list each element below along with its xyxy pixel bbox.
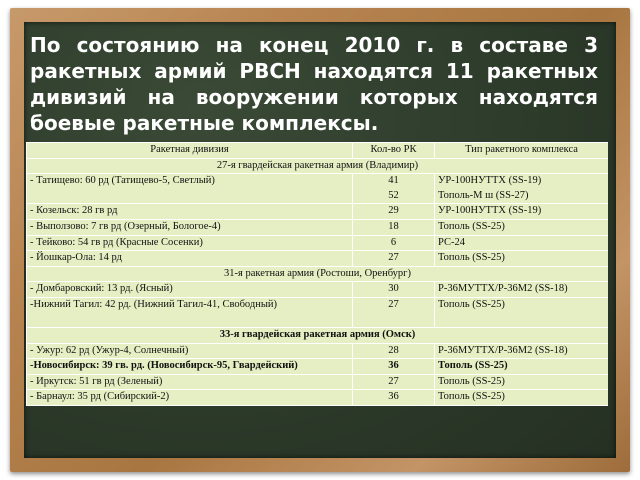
division-row: [27, 297, 609, 327]
complex-type: [435, 374, 609, 390]
rk-count-value: 27: [388, 252, 399, 264]
rk-count-value: 36: [388, 360, 399, 372]
army-row: [27, 266, 609, 282]
complex-type-value: Тополь (SS-25): [438, 391, 505, 403]
rk-count: [353, 390, 435, 406]
divisions-table-container: [26, 142, 608, 451]
complex-type: [435, 297, 609, 327]
complex-type-value: Тополь (SS-25): [438, 360, 508, 372]
complex-type-value: Тополь-М ш (SS-27): [438, 189, 529, 201]
complex-type: [435, 235, 609, 251]
rk-count: [353, 297, 435, 327]
rk-count: [353, 282, 435, 298]
rk-count: [353, 174, 435, 204]
complex-type-value: УР-100НУТТХ (SS-19): [438, 205, 542, 217]
division-row: [27, 219, 609, 235]
table-body: [27, 158, 609, 405]
rk-count-value: 36: [388, 391, 399, 403]
army-row: [27, 327, 609, 343]
division-name: - Ужур: 62 рд (Ужур-4, Солнечный): [27, 343, 353, 359]
rk-count-value: 18: [388, 220, 399, 232]
rk-count: [353, 219, 435, 235]
rk-count-value: 30: [388, 283, 399, 295]
table-header-row: [27, 143, 609, 159]
rk-count-value: 6: [390, 236, 397, 248]
division-row: [27, 235, 609, 251]
divisions-table: [26, 142, 608, 406]
complex-type-value: Тополь (SS-25): [438, 220, 505, 232]
division-name: - Татищево: 60 рд (Татищево-5, Светлый): [27, 174, 353, 204]
army-title: 27-я гвардейская ракетная армия (Владимир): [27, 158, 609, 174]
rk-count-value: 27: [388, 375, 399, 387]
complex-type-value: Тополь (SS-25): [438, 252, 505, 264]
army-title: 31-я ракетная армия (Ростоши, Оренбург): [27, 266, 609, 282]
division-row: [27, 343, 609, 359]
rk-count-value: 27: [388, 298, 399, 310]
division-name: - Козельск: 28 гв рд: [27, 204, 353, 220]
division-name: - Барнаул: 35 рд (Сибирский-2): [27, 390, 353, 406]
header-complex-type: Тип ракетного комплекса: [435, 143, 609, 159]
rk-count-value: 29: [388, 205, 399, 217]
division-name: -Нижний Тагил: 42 рд. (Нижний Тагил-41, Свободный): [27, 297, 353, 327]
division-name: - Йошкар-Ола: 14 рд: [27, 251, 353, 267]
complex-type: [435, 343, 609, 359]
division-row: [27, 282, 609, 298]
division-row: [27, 204, 609, 220]
division-row: [27, 251, 609, 267]
complex-type-value: Тополь (SS-25): [438, 298, 505, 310]
slide-heading: По состоянию на конец 2010 г. в составе 3 ракетных армий РВСН находятся 11 ракетных дивизий на вооружении которых находятся боевые ракетные комплексы.: [30, 33, 598, 135]
complex-type: [435, 204, 609, 220]
complex-type-value: Тополь (SS-25): [438, 375, 505, 387]
division-name: - Тейково: 54 гв рд (Красные Сосенки): [27, 235, 353, 251]
division-row: [27, 390, 609, 406]
division-row: [27, 174, 609, 204]
division-name: - Выползово: 7 гв рд (Озерный, Бологое-4): [27, 219, 353, 235]
complex-type-value: Р-36МУТТХ/Р-36М2 (SS-18): [438, 344, 568, 356]
complex-type-value: РС-24: [438, 236, 465, 248]
complex-type-value: Р-36МУТТХ/Р-36М2 (SS-18): [438, 283, 568, 295]
complex-type: [435, 359, 609, 375]
rk-count-value: 28: [388, 344, 399, 356]
complex-type: [435, 282, 609, 298]
rk-count: [353, 204, 435, 220]
complex-type: [435, 251, 609, 267]
army-title: 33-я гвардейская ракетная армия (Омск): [27, 327, 609, 343]
rk-count: [353, 374, 435, 390]
division-name: - Иркутск: 51 гв рд (Зеленый): [27, 374, 353, 390]
rk-count: [353, 235, 435, 251]
division-name: -Новосибирск: 39 гв. рд. (Новосибирск-95, Гвардейский): [27, 359, 353, 375]
rk-count-value: 52: [388, 189, 399, 201]
army-row: [27, 158, 609, 174]
rk-count: [353, 359, 435, 375]
header-division: Ракетная дивизия: [27, 143, 353, 159]
rk-count-value: 41: [388, 175, 399, 187]
division-row: [27, 359, 609, 375]
complex-type: [435, 390, 609, 406]
rk-count: [353, 251, 435, 267]
rk-count: [353, 343, 435, 359]
complex-type: [435, 174, 609, 204]
complex-type: [435, 219, 609, 235]
header-count: Кол-во РК: [353, 143, 435, 159]
division-name: - Домбаровский: 13 рд. (Ясный): [27, 282, 353, 298]
division-row: [27, 374, 609, 390]
complex-type-value: УР-100НУТТХ (SS-19): [438, 175, 542, 187]
